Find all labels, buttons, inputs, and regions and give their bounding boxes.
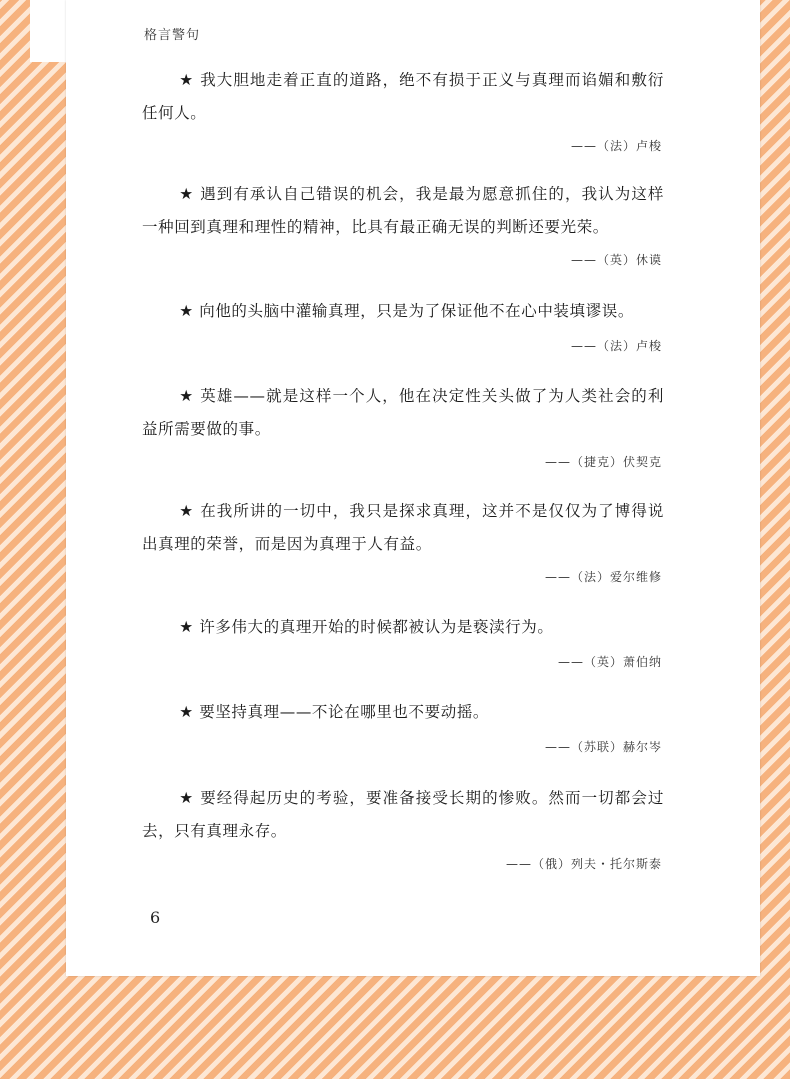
star-icon: ★ bbox=[179, 703, 194, 721]
star-icon: ★ bbox=[179, 185, 195, 203]
quote-attribution: ——（英）休谟 bbox=[570, 253, 662, 267]
quote-text: ★ 我大胆地走着正直的道路，绝不有损于正义与真理而谄媚和敷衍任何人。 bbox=[142, 71, 664, 122]
quote-attribution: ——（法）卢梭 bbox=[570, 139, 662, 153]
star-icon: ★ bbox=[179, 71, 195, 89]
quote-attribution: ——（俄）列夫・托尔斯泰 bbox=[505, 857, 662, 871]
page-number: 6 bbox=[150, 908, 161, 927]
running-title: 格言警句 bbox=[144, 28, 201, 43]
star-icon: ★ bbox=[179, 302, 194, 320]
quote-text: ★ 要经得起历史的考验，要准备接受长期的惨败。然而一切都会过去，只有真理永存。 bbox=[142, 789, 664, 840]
quote-attribution: ——（捷克）伏契克 bbox=[544, 455, 662, 469]
quote-attribution: ——（苏联）赫尔岑 bbox=[544, 740, 662, 754]
header-tab bbox=[30, 0, 66, 62]
quote-text: ★ 要坚持真理——不论在哪里也不要动摇。 bbox=[179, 703, 490, 721]
quote-text: ★ 遇到有承认自己错误的机会，我是最为愿意抓住的，我认为这样一种回到真理和理性的精神，比具有最正确无误的判断还要光荣。 bbox=[142, 185, 664, 236]
quote-attribution: ——（法）爱尔维修 bbox=[544, 570, 662, 584]
quote-attribution: ——（英）萧伯纳 bbox=[557, 655, 662, 669]
quote-text: ★ 许多伟大的真理开始的时候都被认为是亵渎行为。 bbox=[179, 618, 554, 636]
star-icon: ★ bbox=[179, 618, 194, 636]
quote-attribution: ——（法）卢梭 bbox=[570, 339, 662, 353]
quote-text: ★ 在我所讲的一切中，我只是探求真理，这并不是仅仅为了博得说出真理的荣誉，而是因为真理于人有益。 bbox=[142, 502, 664, 553]
star-icon: ★ bbox=[179, 502, 195, 520]
quote-text: ★ 向他的头脑中灌输真理，只是为了保证他不在心中装填谬误。 bbox=[179, 302, 634, 320]
star-icon: ★ bbox=[179, 387, 195, 405]
quote-text: ★ 英雄——就是这样一个人，他在决定性关头做了为人类社会的利益所需要做的事。 bbox=[142, 387, 664, 438]
star-icon: ★ bbox=[179, 789, 195, 807]
